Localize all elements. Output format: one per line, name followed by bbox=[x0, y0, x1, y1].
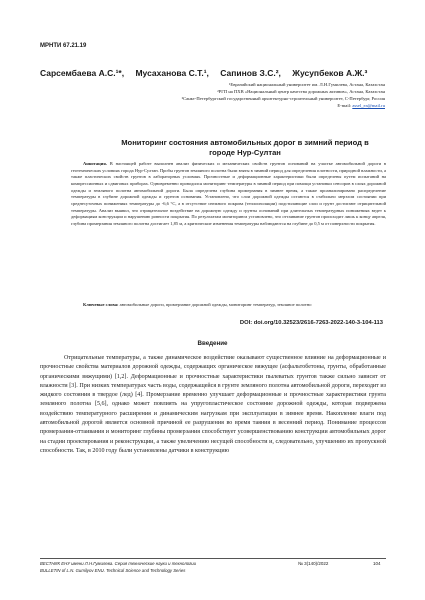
author-list bbox=[40, 68, 376, 78]
issue-number: № 3(140)/2022 bbox=[298, 561, 329, 566]
journal-info bbox=[40, 561, 196, 574]
abstract bbox=[71, 161, 386, 228]
affiliation-1: ¹Евразийский национальный университет им. Л.Н.Гумилева, Астана, Казахстан bbox=[229, 82, 385, 87]
email-label: E-mail: bbox=[337, 103, 353, 108]
affiliation-3: ³Санкт-Петербургский государственный архитектурно-строительный университет, С-Петербург, Россия bbox=[181, 96, 385, 101]
author-name: Жусупбеков А.Ж.³ bbox=[292, 68, 368, 78]
keywords-label: Ключевые слова: bbox=[83, 302, 119, 307]
abstract-label: Аннотация. bbox=[83, 161, 107, 166]
author-name: Сарсембаева А.С.¹*, bbox=[40, 68, 125, 78]
page-number: 104 bbox=[373, 561, 381, 566]
journal-name-en: BULLETIN of L.N. Gumilyov ENU. Technical Science and Technology Series bbox=[40, 567, 186, 573]
udc-code: МРНТИ 67.21.19 bbox=[40, 43, 87, 49]
section-heading: Введение bbox=[197, 340, 228, 347]
keywords-text: автомобильные дороги, промерзание дорожной одежды, мониторинг температур, земляное полотно bbox=[118, 302, 312, 307]
author-name: Мусаханова С.Т.¹, bbox=[135, 68, 209, 78]
author-email bbox=[337, 103, 385, 109]
abstract-text: В настоящей работе выполнен анализ физических и механических свойств грунтов оснований на участке автомобильной дороги в геотехнических условиях города Нур-Султан. Пробы грунтов земляного полотна были взяты в зимний период для определения плотности, природной влажности, а также пластических свойств грунтов в лабораторных условиях. Прочностные и деформационные характеристики были определены путем испытаний на компрессионных и сдвиговых приборах. Одновременно проводился мониторинг температуры в зимний период при помощи установки сенсоров в слоях дорожной одежды и земляного полотна автомобильной дороги. Была определена глубина промерзания в зимнее время, а также проанализировано распределение температуры в глубине дорожной одежды и грунтов основания. Установлено, что слои дорожной одежды остаются в стабильно мерзлом состоянии при среднесуточных понижениях температуры до -6,6 °С, а в отсутствие снежного покрова (теплоизоляции) подстилающие слои и грунт достигают отрицательной температуры. Анализ выявил, что отрицательное воздействие на дорожную одежду и грунты оснований при длительных температурных понижениях ведет к деформациям конструкции и нарушению ровности покрытия. По результатам мониторинга установлено, что оттаивание грунтов происходит лишь к концу апреля, глубина промерзания земляного полотна достигает 1,85 м, а критические изменения температуры наблюдаются на глубине до 0,5 м от поверхности покрытия. bbox=[71, 161, 386, 226]
email-link[interactable]: assel_ea@mail.ru bbox=[352, 103, 385, 108]
author-name: Сапинов З.С.², bbox=[220, 68, 281, 78]
journal-name-ru: ВЕСТНИК ЕНУ имени Л.Н.Гумилева. Серия технические науки и технологии bbox=[40, 561, 197, 566]
footer-divider bbox=[40, 558, 386, 559]
affiliation-2: ²РГП на ПХВ «Национальный центр качества дорожных активов», Астана, Казахстан bbox=[217, 89, 385, 94]
doi-link[interactable]: DOI: doi.org/10.32523/2616-7263-2022-140-3-104-113 bbox=[239, 320, 383, 326]
keywords bbox=[71, 302, 386, 309]
intro-paragraph: Отрицательные температуры, а также динамическое воздействие оказывают существенное влияние на деформационные и прочностные свойства материалов дорожной одежды, содержащих органическое вяжущее (асфальтобетоны, грунты, обработанные органическими вяжущими) [1,2]. Деформационные и прочностные характеристики пылеватых грунтов также сильно зависят от влажности [3]. При низких температурах часть воды, содержащейся в грунте земляного полотна автомобильной дороги, переходит из жидкого состояния в твердое (лед) [4]. Промерзание временно улучшает деформационные и прочностные характеристики грунта земляного полотна [5,6], однако может повлиять на упругопластическое состояние дорожной одежды, которая подвержена воздействию температурного расширения и динамическим нагрузкам при эксплуатации в зимнее время. Накопление влаги под автомобильной дорогой является основной причиной ее разрушения во время таяния в весенний период. Понимание процессов промерзания-оттаивания и мониторинг глубины промерзания способствует усовершенствованию конструкции автомобильных дорог на стадии проектирования и реконструкции, а также увеличению несущей способности и, следовательно, улучшению их пропускной способности. Так, в 2010 году были установлены датчики в конструкцию bbox=[40, 355, 386, 454]
article-title: Мониторинг состояния автомобильных дорог в зимний период в городе Нур-Султан bbox=[121, 138, 369, 158]
